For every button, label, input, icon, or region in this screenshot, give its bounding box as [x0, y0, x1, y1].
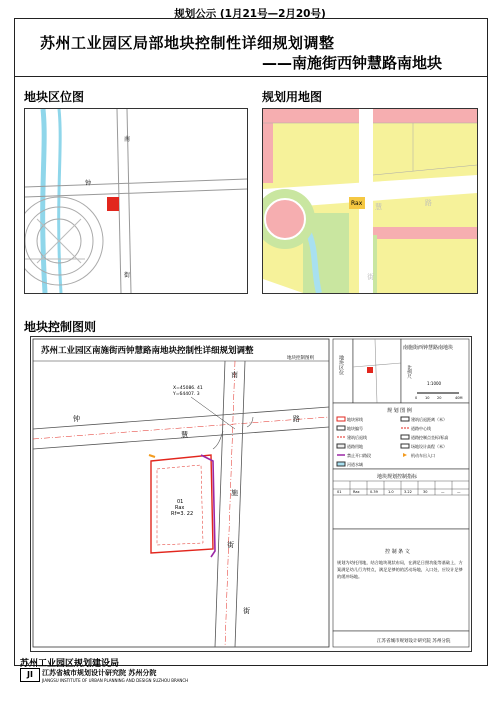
scale-tick-3: 40M: [455, 396, 463, 400]
control-title: 苏州工业园区南施街西钟慧路南地块控制性详细规划调整: [41, 346, 254, 356]
landuse-parcel-label: Rax: [351, 200, 363, 207]
legend-item-5: 道路控制点坐标/标高: [411, 435, 449, 440]
control-parcel-no: 01: [177, 499, 184, 505]
location-map-heading: 地块区位图: [24, 90, 85, 104]
inset-right-title: 南施街西钟慧路南地块: [403, 345, 454, 351]
control-road-7: 街: [243, 607, 250, 615]
legend-item-2: 地块编号: [347, 426, 363, 431]
control-road-5: 施: [231, 489, 238, 497]
legend-item-0: 地块界线: [347, 417, 363, 422]
control-subtitle: 地块控制图则: [287, 356, 314, 361]
index-cell-5: 30: [423, 490, 428, 494]
legend-item-7: 场地设计高程（米）: [411, 444, 447, 449]
index-cell-3: 1.0: [388, 490, 394, 494]
control-text-body: 规划为幼托用地，结合地块现状布局，在满足日照功能等基础上，方案满足幼儿行为特点，满足足够的的活动场地，入口处，应设计足够的缓冲场地。: [337, 560, 463, 579]
page-subtitle: ——南施街西钟慧路南地块: [262, 54, 443, 72]
landuse-map: [262, 108, 478, 294]
index-cell-7: —: [457, 490, 461, 494]
page-title: 苏州工业园区局部地块控制性详细规划调整: [40, 34, 335, 52]
title-divider: [14, 76, 488, 77]
landuse-road-hui: 慧: [375, 203, 382, 211]
landuse-road-lu: 路: [425, 199, 432, 207]
location-road-zhong: 钟: [85, 180, 92, 187]
location-road-south: 南: [124, 136, 131, 143]
scale-tick-0: 0: [415, 396, 418, 400]
control-road-1: 南: [231, 371, 238, 379]
landuse-road-jie: 街: [367, 273, 374, 281]
index-cell-1: Rax: [353, 490, 360, 494]
control-parcel-code: Rax: [175, 505, 185, 511]
landuse-map-heading: 规划用地图: [262, 90, 323, 104]
location-parcel-marker: [107, 197, 119, 211]
scale-ratio: 1:1000: [427, 381, 442, 386]
legend-item-8: 禁止开口路段: [347, 453, 371, 458]
notice-heading: 规划公示 (1月21号—2月20号): [174, 8, 326, 20]
legend-item-9: 机动车出入口: [411, 453, 435, 458]
control-road-3: 慧: [181, 431, 188, 439]
legend-title: 规 划 图 例: [387, 408, 412, 414]
location-road-jie: 街: [124, 272, 131, 279]
control-road-2: 钟: [73, 415, 80, 423]
control-coord-y: Y=64407. 3: [173, 392, 200, 397]
footer-org2-en: JIANGSU INSTITUTE OF URBAN PLANNING AND DESIGN SUZHOU BRANCH: [42, 678, 189, 683]
footer-org2: 江苏省城市规划设计研究院 苏州分院: [42, 669, 157, 677]
control-parcel-far: Rf=3. 22: [171, 511, 194, 517]
inset-left-label: 地块区位: [338, 355, 344, 375]
control-map-heading: 地块控制图则: [24, 320, 97, 334]
index-title: 地块规划控制指标: [377, 474, 418, 480]
legend-item-6: 道路用地: [347, 444, 363, 449]
index-cell-4: 3.22: [404, 490, 412, 494]
footer-org1: 苏州工业园区规划建设局: [20, 659, 120, 669]
footer-logo-icon: JI: [20, 668, 40, 682]
scale-tick-2: 20: [437, 396, 442, 400]
control-road-4: 路: [293, 415, 300, 423]
legend-item-3: 道路中心线: [411, 426, 431, 431]
control-coord-x: X=45086. 41: [173, 386, 203, 391]
scale-label: 比例尺: [406, 365, 412, 379]
index-cell-6: —: [441, 490, 445, 494]
index-cell-0: 01: [337, 490, 342, 494]
scale-tick-1: 10: [425, 396, 430, 400]
control-sheet: [30, 336, 472, 652]
legend-item-4: 建筑后退线: [347, 435, 367, 440]
control-text-title: 控 制 条 文: [385, 549, 410, 555]
location-map: [24, 108, 248, 294]
legend-item-10: 河道水域: [347, 462, 363, 467]
control-footer: 江苏省城市规划设计研究院 苏州分院: [377, 639, 451, 644]
control-road-6: 街: [227, 541, 234, 549]
legend-item-1: 建筑后退距离（米）: [411, 417, 447, 422]
index-cell-2: 0.39: [370, 490, 378, 494]
